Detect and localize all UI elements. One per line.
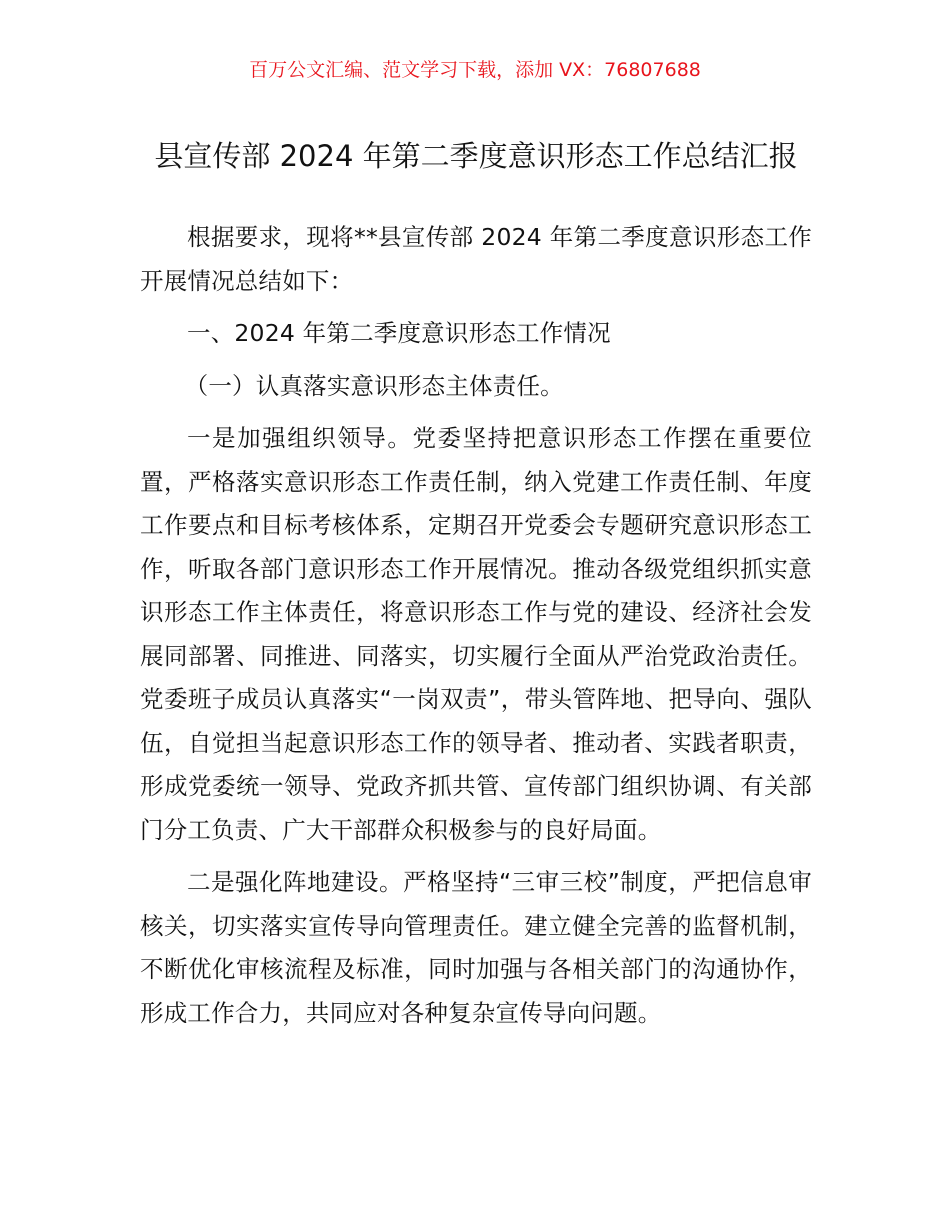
document-title: 县宣传部 2024 年第二季度意识形态工作总结汇报 [154,139,798,174]
header-watermark-note: 百万公文汇编、范文学习下载，添加 VX：76807688 [249,59,701,81]
point-one-paragraph: 一是加强组织领导。党委坚持把意识形态工作摆在重要位置，严格落实意识形态工作责任制，纳入党建工作责任制、年度工作要点和目标考核体系，定期召开党委会专题研究意识形态工作，听取各部门意识形态工作开展情况。推动各级党组织抓实意识形态工作主体责任，将意识形态工作与党的建设、经济社会发展同部署、同推进、同落实，切实履行全面从严治党政治责任。党委班子成员认真落实“一岗双责”，带头管阵地、把导向、强队伍，自觉担当起意识形态工作的领导者、推动者、实践者职责，形成党委统一领导、党政齐抓共管、宣传部门组织协调、有关部门分工负责、广大干部群众积极参与的良好局面。 [140,424,812,844]
subsection-heading: （一）认真落实意识形态主体责任。 [184,371,564,400]
intro-paragraph: 根据要求，现将**县宣传部 2024 年第二季度意识形态工作开展情况总结如下： [140,223,812,295]
point-two-paragraph: 二是强化阵地建设。严格坚持“三审三校”制度，严把信息审核关，切实落实宣传导向管理责任。建立健全完善的监督机制，不断优化审核流程及标准，同时加强与各相关部门的沟通协作，形成工作合力，共同应对各种复杂宣传导向问题。 [140,868,812,1027]
document-body [140,216,812,1044]
section-heading: 一、2024 年第二季度意识形态工作情况 [187,319,611,347]
